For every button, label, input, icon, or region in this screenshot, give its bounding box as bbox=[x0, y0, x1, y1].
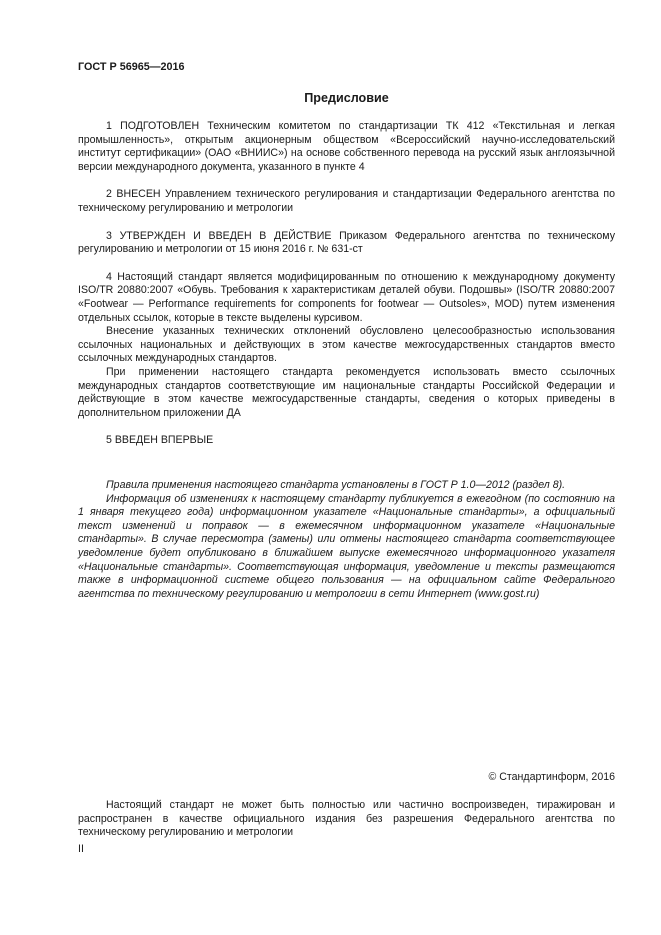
legal-text: Настоящий стандарт не может быть полностью или частично воспроизведен, тиражирован и распространен в качестве официального издания без разрешения Федерального агентства по техническому регулированию и метрологии bbox=[78, 799, 615, 839]
application-notice bbox=[78, 479, 615, 601]
section-2: 2 ВНЕСЕН Управлением технического регулирования и стандартизации Федерального агентства по техническому регулированию и метрологии bbox=[78, 188, 615, 214]
notice-changes-info: Информация об изменениях к настоящему стандарту публикуется в ежегодном (по состоянию на 1 января текущего года) информационном указателе «Национальные стандарты», а официальный текст изменений и поправок — в ежемесячном информационном указателе «Национальные стандарты». В случае пересмотра (замены) или отмены настоящего стандарта соответствующее уведомление будет опубликовано в ближайшем выпуске ежемесячного информационного указателя «Национальные стандарты». Соответствующая информация, уведомление и тексты размещаются также в информационной системе общего пользования — на официальном сайте Федерального агентства по техническому регулированию и метрологии в сети Интернет (www.gost.ru) bbox=[78, 492, 615, 600]
section-4-para-3: При применении настоящего стандарта рекомендуется использовать вместо ссылочных международных стандартов соответствующие им национальные стандарты Российской Федерации и действующие в этом качестве межгосударственные стандарты, сведения о которых приведены в дополнительном приложении ДА bbox=[78, 365, 615, 419]
section-4-para-2: Внесение указанных технических отклонений обусловлено целесообразностью использования ссылочных национальных и действующих в этом качестве межгосударственных стандартов вместо ссылочных международных стандартов. bbox=[78, 325, 615, 365]
foreword-body bbox=[78, 120, 615, 448]
page-number: II bbox=[78, 843, 84, 855]
section-1: 1 ПОДГОТОВЛЕН Техническим комитетом по стандартизации ТК 412 «Текстильная и легкая промышленность», открытым акционерным обществом «Всероссийский научно-исследовательский институт сертификации» (ОАО «ВНИИС») на основе собственного перевода на русский язык англоязычной версии международного документа, указанного в пункте 4 bbox=[78, 120, 615, 173]
page-title: Предисловие bbox=[304, 91, 389, 105]
copyright-line: © Стандартинформ, 2016 bbox=[488, 771, 615, 783]
section-5: 5 ВВЕДЕН ВПЕРВЫЕ bbox=[106, 434, 214, 447]
legal-notice bbox=[78, 799, 615, 840]
section-3: 3 УТВЕРЖДЕН И ВВЕДЕН В ДЕЙСТВИЕ Приказом Федерального агентства по техническому регулированию и метрологии от 15 июня 2016 г. № 631-ст bbox=[78, 229, 615, 256]
notice-rules: Правила применения настоящего стандарта установлены в ГОСТ Р 1.0—2012 (раздел 8). bbox=[106, 479, 566, 491]
section-4-para-1: 4 Настоящий стандарт является модифицированным по отношению к международному документу ISO/TR 20880:2007 «Обувь. Требования к характеристикам деталей обуви. Подошвы» (ISO/TR 20880:2007 «Footwear — Performance requirements for components for footwear — Outsoles», MOD) путем изменения отдельных ссылок, которые в тексте выделены курсивом. bbox=[78, 270, 615, 324]
document-code: ГОСТ Р 56965—2016 bbox=[78, 61, 185, 73]
